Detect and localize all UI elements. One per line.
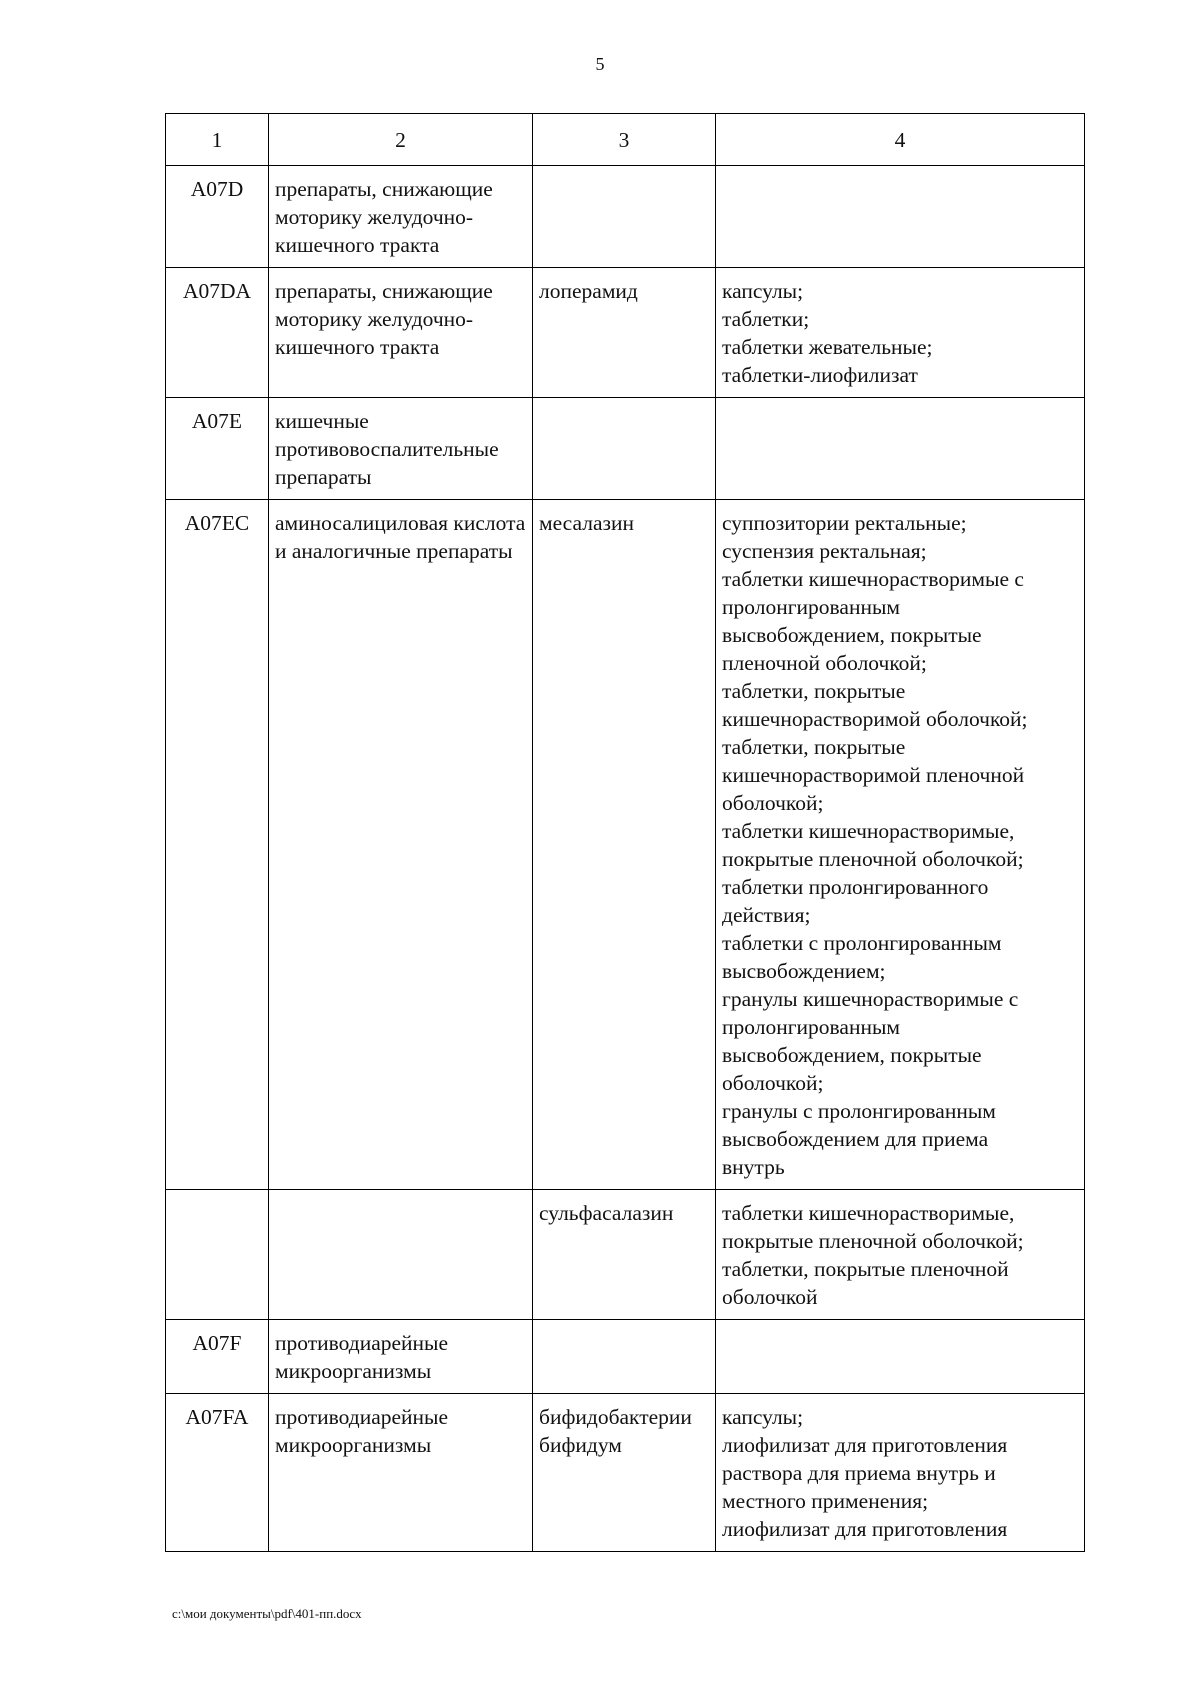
dosage-form-line: высвобождением; [722,959,886,983]
table-row [166,500,1085,1190]
cell-anatomical-group: противодиарейные микроорганизмы [269,1320,533,1394]
cell-atc-code: A07F [166,1320,269,1394]
dosage-form-line: суппозитории ректальные; [722,511,967,535]
dosage-form-line: таблетки пролонгированного [722,875,989,899]
dosage-form-line: пленочной оболочкой; [722,651,927,675]
dosage-form-line: таблетки с пролонгированным [722,931,1002,955]
cell-anatomical-group: аминосалициловая кислота и аналогичные препараты [269,500,533,1190]
dosage-form-line: местного применения; [722,1489,929,1513]
dosage-form-line: кишечнорастворимой пленочной [722,763,1025,787]
cell-drug-name: месалазин [533,500,716,1190]
cell-atc-code: A07D [166,166,269,268]
dosage-form-line: таблетки-лиофилизат [722,363,918,387]
table-row [166,268,1085,398]
drug-table [165,113,1085,1552]
dosage-form-line: таблетки кишечнорастворимые, [722,1201,1015,1225]
dosage-form-line: оболочкой; [722,1071,824,1095]
table-row [166,398,1085,500]
cell-dosage-forms [716,500,1085,1190]
dosage-form-line: таблетки, покрытые [722,735,906,759]
cell-anatomical-group: препараты, снижающие моторику желудочно-кишечного тракта [269,268,533,398]
cell-atc-code: A07E [166,398,269,500]
cell-atc-code: A07FA [166,1394,269,1552]
header-cell-4: 4 [716,114,1085,166]
table-body [166,166,1085,1552]
table-row [166,1190,1085,1320]
dosage-form-line: пролонгированным [722,595,901,619]
dosage-form-line: таблетки; [722,307,810,331]
dosage-form-line: высвобождением, покрытые [722,1043,982,1067]
cell-dosage-forms [716,1320,1085,1394]
dosage-form-line: таблетки кишечнорастворимые, [722,819,1015,843]
dosage-form-line: лиофилизат для приготовления [722,1433,1008,1457]
dosage-form-line: покрытые пленочной оболочкой; [722,1229,1024,1253]
cell-anatomical-group [269,1190,533,1320]
dosage-form-line: оболочкой; [722,791,824,815]
cell-atc-code [166,1190,269,1320]
dosage-form-line: пролонгированным [722,1015,901,1039]
footer-file-path: c:\мои документы\pdf\401-пп.docx [172,1606,362,1621]
header-cell-1: 1 [166,114,269,166]
dosage-form-line: таблетки, покрытые пленочной [722,1257,1009,1281]
cell-anatomical-group: кишечные противовоспалительные препараты [269,398,533,500]
dosage-form-line: оболочкой [722,1285,818,1309]
dosage-form-line: внутрь [722,1155,785,1179]
cell-anatomical-group: противодиарейные микроорганизмы [269,1394,533,1552]
cell-anatomical-group: препараты, снижающие моторику желудочно-кишечного тракта [269,166,533,268]
dosage-form-line: гранулы кишечнорастворимые с [722,987,1019,1011]
cell-drug-name [533,398,716,500]
dosage-form-line: раствора для приема внутрь и [722,1461,996,1485]
table-row [166,1320,1085,1394]
dosage-form-line: высвобождением для приема [722,1127,989,1151]
cell-dosage-forms [716,1394,1085,1552]
header-cell-3: 3 [533,114,716,166]
dosage-form-line: суспензия ректальная; [722,539,927,563]
cell-drug-name [533,1320,716,1394]
cell-dosage-forms [716,1190,1085,1320]
dosage-form-line: капсулы; [722,279,804,303]
dosage-form-line: таблетки жевательные; [722,335,933,359]
table-row [166,166,1085,268]
dosage-form-line: лиофилизат для приготовления [722,1517,1008,1541]
dosage-form-line: таблетки, покрытые [722,679,906,703]
page-number: 5 [595,54,605,74]
dosage-form-line: покрытые пленочной оболочкой; [722,847,1024,871]
dosage-form-line: высвобождением, покрытые [722,623,982,647]
cell-atc-code: A07DA [166,268,269,398]
cell-dosage-forms [716,268,1085,398]
cell-drug-name [533,166,716,268]
cell-drug-name: лоперамид [533,268,716,398]
header-cell-2: 2 [269,114,533,166]
cell-dosage-forms [716,398,1085,500]
dosage-form-line: действия; [722,903,811,927]
cell-atc-code: A07EC [166,500,269,1190]
dosage-form-line: кишечнорастворимой оболочкой; [722,707,1028,731]
dosage-form-line: капсулы; [722,1405,804,1429]
cell-drug-name: бифидобактерии бифидум [533,1394,716,1552]
cell-drug-name: сульфасалазин [533,1190,716,1320]
dosage-form-line: таблетки кишечнорастворимые с [722,567,1024,591]
table-row [166,1394,1085,1552]
dosage-form-line: гранулы с пролонгированным [722,1099,996,1123]
cell-dosage-forms [716,166,1085,268]
header-row [166,114,1085,166]
